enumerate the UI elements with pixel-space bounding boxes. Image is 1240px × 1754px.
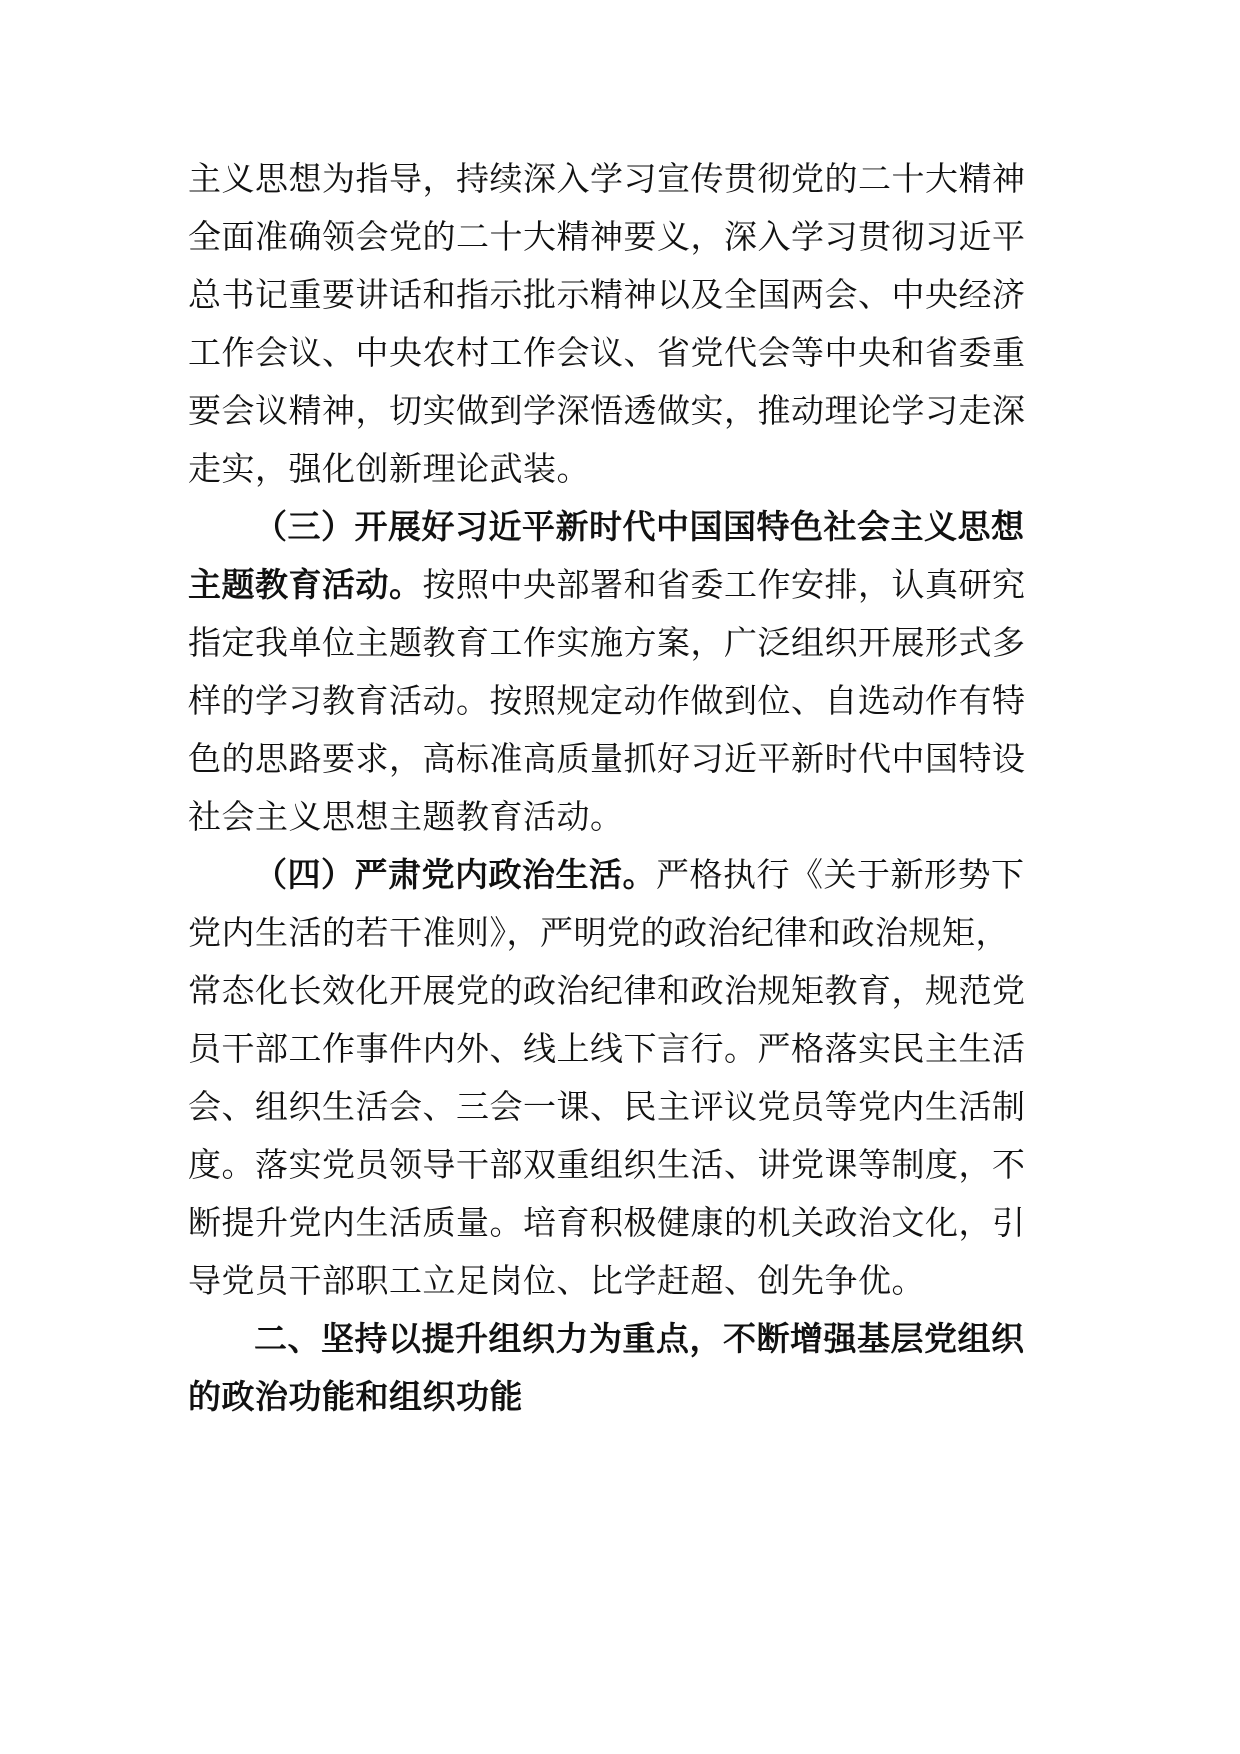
text-line [188,328,1054,378]
text-line [188,270,1054,320]
subheading-text: （三）开展好习近平新时代中国国特色社会主义思想 [254,507,1025,546]
text-line [188,1082,1054,1132]
text-line [188,444,1054,494]
text-span: 走实，强化创新理论武装。 [188,449,590,488]
text-span: 按照中央部署和省委工作安排，认真研究 [422,565,1026,604]
section-heading-text: 二、坚持以提升组织力为重点，不断增强基层党组织 [254,1319,1025,1358]
subheading-line [254,850,1054,900]
text-span: 员干部工作事件内外、线上线下言行。严格落实民主生活 [188,1029,1026,1068]
subheading-text: 主题教育活动。 [188,565,423,604]
text-span: 总书记重要讲话和指示批示精神以及全国两会、中央经济 [188,275,1026,314]
subheading-text: （四）严肃党内政治生活。 [254,855,656,894]
text-span: 要会议精神，切实做到学深悟透做实，推动理论学习走深 [188,391,1026,430]
text-line [188,966,1054,1016]
text-line [188,1198,1054,1248]
text-span: 严格执行《关于新形势下 [656,855,1025,894]
text-span: 常态化长效化开展党的政治纪律和政治规矩教育，规范党 [188,971,1026,1010]
text-line [188,618,1054,668]
text-line [188,1256,1054,1306]
text-span: 色的思路要求，高标准高质量抓好习近平新时代中国特设 [188,739,1026,778]
text-span: 主义思想为指导，持续深入学习宣传贯彻党的二十大精神 [188,159,1026,198]
text-span: 社会主义思想主题教育活动。 [188,797,624,836]
text-line [188,1024,1054,1074]
text-line [188,212,1054,262]
subheading-line [254,502,1054,552]
text-line [188,1140,1054,1190]
section-heading-text: 的政治功能和组织功能 [188,1377,523,1416]
text-line [188,386,1054,436]
text-line [188,792,1054,842]
text-span: 会、组织生活会、三会一课、民主评议党员等党内生活制 [188,1087,1026,1126]
text-line [188,734,1054,784]
text-span: 全面准确领会党的二十大精神要义，深入学习贯彻习近平 [188,217,1026,256]
text-line [188,154,1054,204]
text-span: 党内生活的若干准则》，严明党的政治纪律和政治规矩， [188,913,1009,952]
text-line [188,908,1054,958]
text-span: 样的学习教育活动。按照规定动作做到位、自选动作有特 [188,681,1026,720]
text-line [188,560,1054,610]
text-span: 导党员干部职工立足岗位、比学赶超、创先争优。 [188,1261,925,1300]
text-line [188,676,1054,726]
text-span: 工作会议、中央农村工作会议、省党代会等中央和省委重 [188,333,1026,372]
section-heading-line [188,1372,1054,1422]
text-span: 度。落实党员领导干部双重组织生活、讲党课等制度，不 [188,1145,1026,1184]
text-span: 断提升党内生活质量。培育积极健康的机关政治文化，引 [188,1203,1026,1242]
section-heading-line [254,1314,1054,1364]
text-span: 指定我单位主题教育工作实施方案，广泛组织开展形式多 [188,623,1026,662]
